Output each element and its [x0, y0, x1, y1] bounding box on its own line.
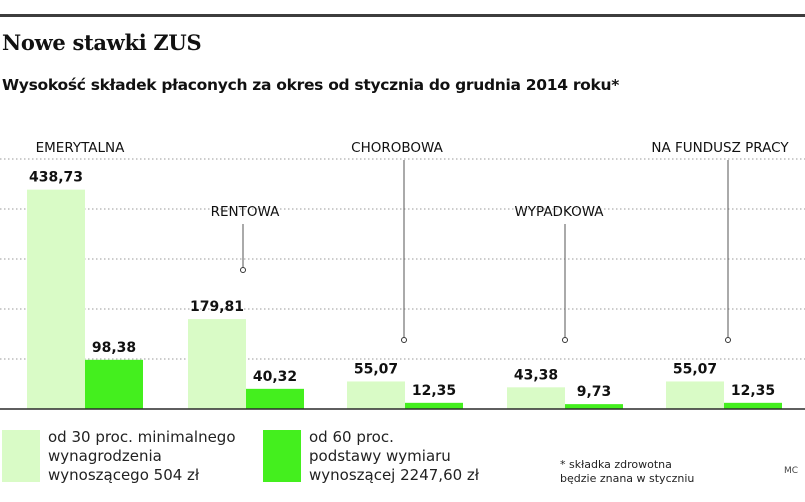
footnote-line: będzie znana w styczniu — [560, 472, 695, 485]
legend-line: podstawy wymiaru — [309, 447, 451, 465]
bar — [347, 381, 405, 409]
author-credit: MC — [784, 466, 799, 476]
chart-subtitle: Wysokość składek płaconych za okres od stycznia do grudnia 2014 roku* — [2, 76, 620, 94]
bar-value-label: 12,35 — [730, 382, 776, 399]
legend-swatch-min-wage — [2, 430, 40, 482]
bar-value-label: 179,81 — [189, 299, 245, 316]
footnote-line: * składka zdrowotna — [560, 458, 672, 471]
bar — [507, 387, 565, 409]
category-label: EMERYTALNA — [35, 140, 125, 156]
bar-value-label: 55,07 — [353, 361, 399, 378]
legend-line: od 60 proc. — [309, 428, 394, 446]
category-label: CHOROBOWA — [351, 140, 443, 156]
legend-line: wynoszącego 504 zł — [48, 466, 200, 484]
bar — [27, 190, 85, 409]
bar-value-label: 43,38 — [513, 367, 559, 384]
category-label: NA FUNDUSZ PRACY — [651, 140, 789, 156]
category-label: WYPADKOWA — [514, 204, 604, 220]
bar — [724, 403, 782, 409]
category-leader-dot — [563, 338, 568, 343]
legend-label-base — [309, 428, 479, 485]
bar-value-label: 438,73 — [28, 169, 84, 186]
category-leader-dot — [402, 338, 407, 343]
legend-swatch-base — [263, 430, 301, 482]
bar-value-label: 40,32 — [252, 368, 298, 385]
bar-value-label: 12,35 — [411, 382, 457, 399]
bar-value-label: 55,07 — [672, 361, 718, 378]
bar-value-label: 98,38 — [91, 339, 137, 356]
bar — [666, 381, 724, 409]
bar — [85, 360, 143, 409]
bar — [188, 319, 246, 409]
legend-line: wynagrodzenia — [48, 447, 162, 465]
legend-line: wynoszącej 2247,60 zł — [309, 466, 480, 484]
category-leader-dot — [726, 338, 731, 343]
category-label: RENTOWA — [210, 204, 280, 220]
chart-title: Nowe stawki ZUS — [2, 30, 202, 55]
category-leader-dot — [241, 268, 246, 273]
legend-label-min-wage — [48, 428, 236, 485]
bar — [246, 389, 304, 409]
bar-value-label: 9,73 — [576, 384, 612, 401]
footnote — [560, 458, 694, 486]
bar — [405, 403, 463, 409]
legend-line: od 30 proc. minimalnego — [48, 428, 236, 446]
